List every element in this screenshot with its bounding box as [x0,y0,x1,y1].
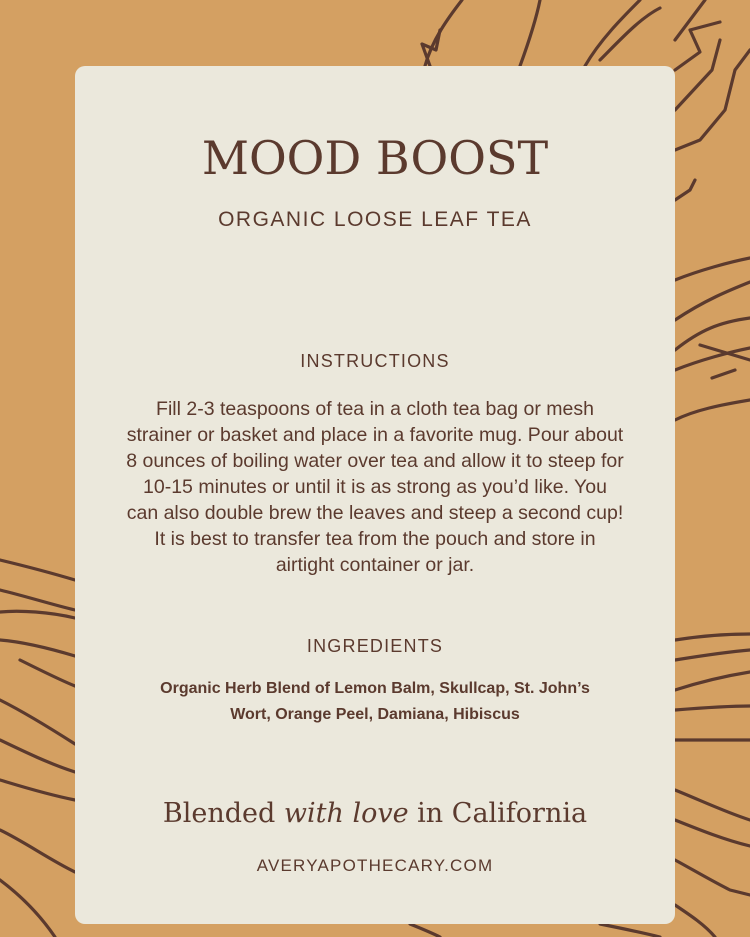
website-link[interactable]: AVERYAPOTHECARY.COM [256,856,494,875]
tagline-end: in California [408,798,588,829]
tea-label-card [75,66,675,924]
tagline [75,794,675,834]
product-title: MOOD BOOST [201,131,549,185]
instructions-text: Fill 2-3 teaspoons of tea in a cloth tea bag or mesh strainer or basket and place in a favorite mug. Pour about 8 ounces of boiling water over tea and allow it to steep for 10-15 minutes or until it is as strong as you’d like. You can also double brew the leaves and steep a second cup! It is best to transfer tea from the pouch and store in airtight container or jar. [126,398,624,576]
tagline-emphasis: with love [283,798,409,829]
product-subtitle: ORGANIC LOOSE LEAF TEA [218,208,532,231]
ingredients-heading: INGREDIENTS [306,636,444,656]
ingredients-text: Organic Herb Blend of Lemon Balm, Skullcap, St. John’s Wort, Orange Peel, Damiana, Hibiscus [160,680,590,723]
tagline-start: Blended [162,798,284,829]
instructions-heading: INSTRUCTIONS [300,351,450,371]
